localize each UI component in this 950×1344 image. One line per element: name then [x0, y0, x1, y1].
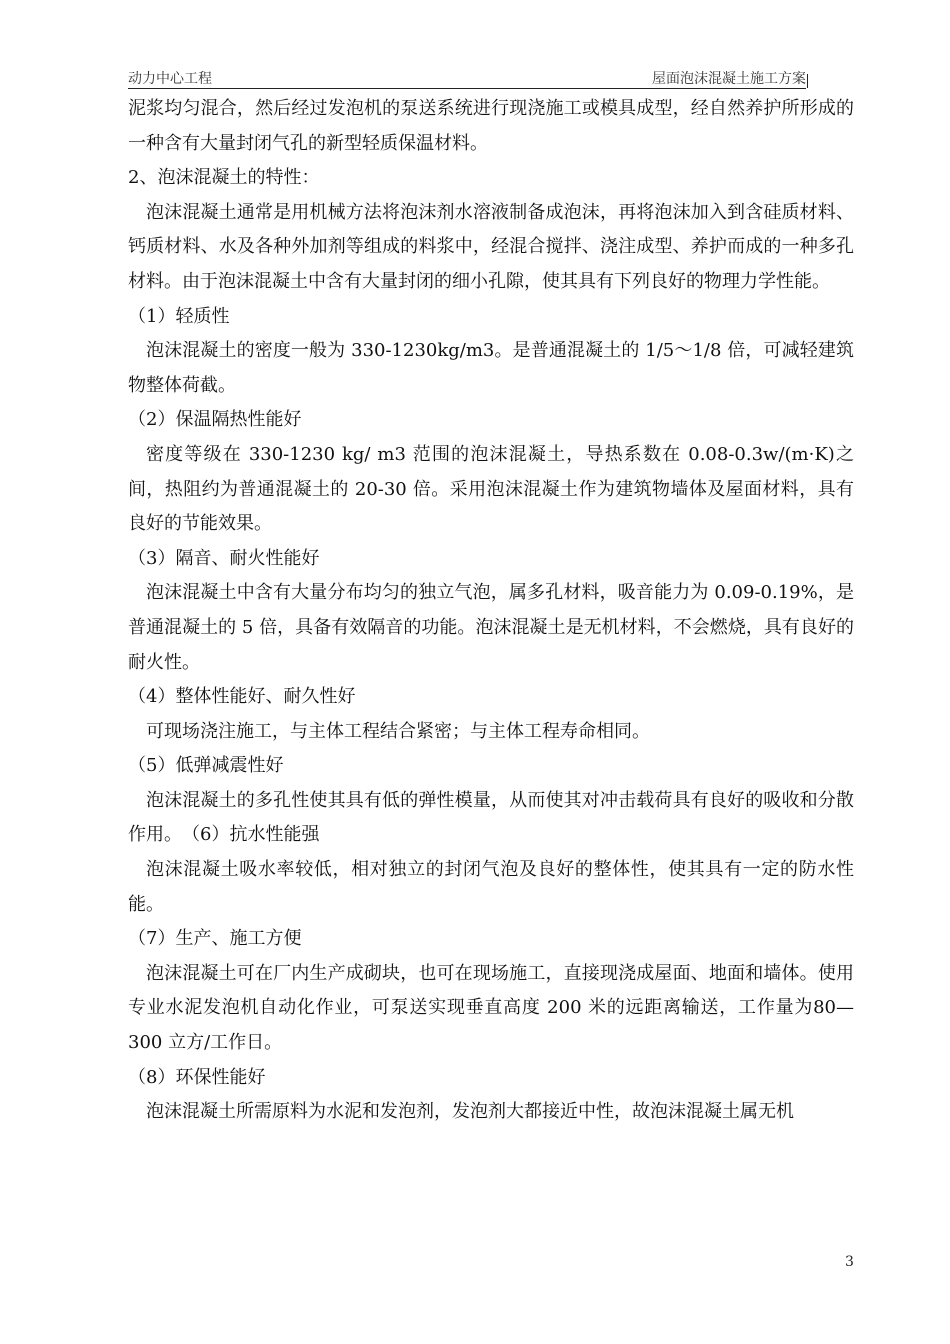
page-body	[128, 92, 854, 1130]
paragraph-durability: 可现场浇注施工，与主体工程结合紧密；与主体工程寿命相同。	[146, 720, 650, 742]
paragraph-intro: 泡沫混凝土通常是用机械方法将泡沫剂水溶液制备成泡沫，再将泡沫加入到含硅质材料、钙质材料、水及各种外加剂等组成的料浆中，经混合搅拌、浇注成型、养护而成的一种多孔材料。由于泡沫混凝土中含有大量封闭的细小孔隙，使其具有下列良好的物理力学性能。	[128, 201, 854, 292]
subheading-damping: （5）低弹减震性好	[128, 755, 284, 777]
header-project-name: 动力中心工程	[128, 71, 212, 87]
subheading-sound-fire: （3）隔音、耐火性能好	[128, 547, 320, 569]
page-header	[128, 66, 806, 89]
paragraph-construction: 泡沫混凝土可在厂内生产成砌块，也可在现场施工，直接现浇成屋面、地面和墙体。使用专业水泥发泡机自动化作业，可泵送实现垂直高度 200 米的远距离输送，工作量为80—300 立方/工作日。	[128, 962, 854, 1054]
header-document-title: 屋面泡沫混凝土施工方案	[652, 71, 806, 87]
subheading-lightweight: （1）轻质性	[128, 305, 230, 327]
section-heading: 2、泡沫混凝土的特性：	[128, 167, 320, 189]
paragraph-continuation: 泥浆均匀混合，然后经过发泡机的泵送系统进行现浇施工或模具成型，经自然养护所形成的一种含有大量封闭气孔的新型轻质保温材料。	[128, 98, 854, 154]
paragraph-environmental: 泡沫混凝土所需原料为水泥和发泡剂，发泡剂大都接近中性，故泡沫混凝土属无机	[146, 1101, 794, 1123]
subheading-construction: （7）生产、施工方便	[128, 928, 302, 950]
header-rule-tick	[807, 74, 808, 88]
paragraph-insulation: 密度等级在 330-1230 kg/ m3 范围的泡沫混凝土，导热系数在 0.08-0.3w/(m·K)之间，热阻约为普通混凝土的 20-30 倍。采用泡沫混凝土作为建筑物墙体及屋面材料，具有良好的节能效果。	[128, 443, 854, 535]
page-number: 3	[845, 1254, 854, 1270]
paragraph-sound-fire: 泡沫混凝土中含有大量分布均匀的独立气泡，属多孔材料，吸音能力为 0.09-0.19%，是普通混凝土的 5 倍，具备有效隔音的功能。泡沫混凝土是无机材料，不会燃烧，具有良好的耐火性。	[128, 582, 854, 673]
paragraph-lightweight: 泡沫混凝土的密度一般为 330-1230kg/m3。是普通混凝土的 1/5～1/8 倍，可减轻建筑物整体荷截。	[128, 340, 854, 396]
subheading-water-resistance: （6）抗水性能强	[191, 824, 320, 846]
paragraph-water-resistance: 泡沫混凝土吸水率较低，相对独立的封闭气泡及良好的整体性，使其具有一定的防水性能。	[128, 859, 854, 915]
paragraph-damping	[128, 784, 854, 853]
subheading-durability: （4）整体性能好、耐久性好	[128, 686, 356, 708]
subheading-environmental: （8）环保性能好	[128, 1066, 266, 1088]
paragraph-damping-text: 泡沫混凝土的多孔性使其具有低的弹性模量，从而使其对冲击载荷具有良好的吸收和分散作用。	[128, 789, 854, 846]
subheading-insulation: （2）保温隔热性能好	[128, 409, 302, 431]
